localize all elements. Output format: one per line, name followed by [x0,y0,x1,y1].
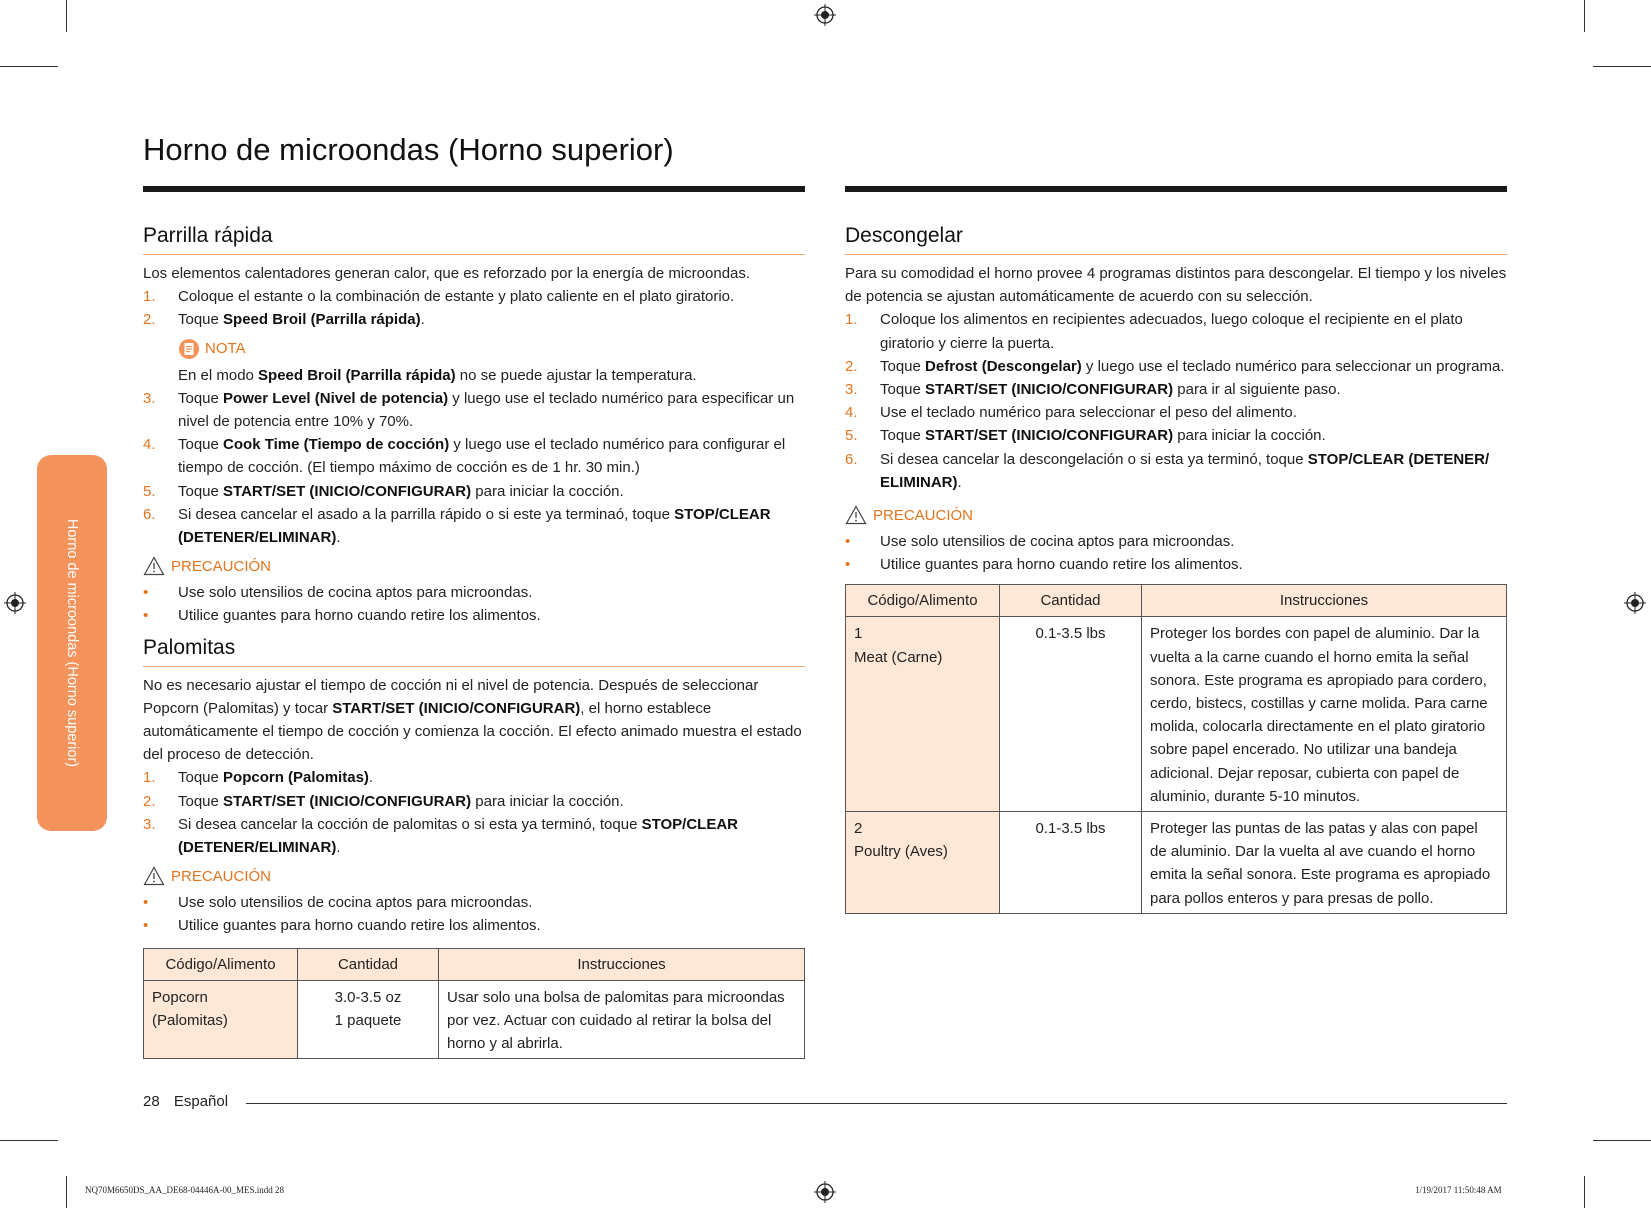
table-cell-quantity: 0.1-3.5 lbs [1000,812,1142,914]
table-row [846,617,1507,812]
caution-label: PRECAUCIÓN [143,553,805,579]
table-header: Instrucciones [439,948,805,980]
crop-mark [1584,0,1585,32]
crop-mark [0,66,58,67]
step-item: 5. Toque START/SET (INICIO/CONFIGURAR) para iniciar la cocción. [845,427,1326,445]
note-label: NOTA [143,336,805,362]
step-item: 1. Coloque los alimentos en recipientes adecuados, luego coloque el recipiente en el plato giratorio y cierre la puerta. [845,311,1463,352]
warning-triangle-icon [143,866,165,886]
table-cell-code: 2 Poultry (Aves) [846,812,1000,914]
caution-item: • Utilice guantes para horno cuando retire los alimentos. [143,607,541,625]
registration-mark-icon [814,1181,836,1203]
warning-triangle-icon [845,505,867,525]
caution-item: • Utilice guantes para horno cuando retire los alimentos. [143,917,541,935]
section-intro: Para su comodidad el horno provee 4 programas distintos para descongelar. El tiempo y los niveles de potencia se ajustan automáticamente de acuerdo con su selección. [845,265,1507,306]
table-row [144,980,805,1059]
caution-list [143,581,805,627]
popcorn-table [143,948,805,1060]
table-cell-instructions: Proteger los bordes con papel de aluminio. Dar la vuelta a la carne cuando el horno emita la señal sonora. Este programa es apropiado para cordero, cerdo, bistecs, costillas y carne molida. Para carne molida, colocarla directamente en el plato giratorio sobre papel encerado. No utilizar una bandeja adicional. Dejar reposar, cubierta con papel de aluminio, durante 5-10 minutos. [1142,617,1507,812]
step-list [845,308,1507,494]
crop-mark [1593,1140,1651,1141]
table-header: Cantidad [298,948,439,980]
table-header: Código/Alimento [144,948,298,980]
step-item: 2. Toque Speed Broil (Parrilla rápida). [143,311,425,329]
table-cell-code: Popcorn (Palomitas) [144,980,298,1059]
step-item: 3. Toque START/SET (INICIO/CONFIGURAR) para ir al siguiente paso. [845,381,1341,399]
table-cell-quantity: 0.1-3.5 lbs [1000,617,1142,812]
registration-mark-icon [814,4,836,26]
caution-label: PRECAUCIÓN [143,863,805,889]
step-item: 3. Toque Power Level (Nivel de potencia) y luego use el teclado numérico para especificar un nivel de potencia entre 10% y 70%. [143,389,795,431]
caution-item: • Use solo utensilios de cocina aptos para microondas. [143,894,533,912]
section-heading: Parrilla rápida [143,224,805,255]
section-heading: Descongelar [845,224,1507,255]
right-column [845,224,1507,914]
step-item: 4. Toque Cook Time (Tiempo de cocción) y luego use el teclado numérico para configurar el tiempo de cocción. (El tiempo máximo de cocción es de 1 hr. 30 min.) [143,436,786,477]
step-item: 1. Coloque el estante o la combinación de estante y plato caliente en el plato giratorio. [143,288,735,306]
caution-label: PRECAUCIÓN [845,502,1507,528]
table-header: Código/Alimento [846,585,1000,617]
note-body: En el modo Speed Broil (Parrilla rápida) no se puede ajustar la temperatura. [178,366,697,384]
chapter-side-tab-label: Horno de microondas (Horno superior) [64,518,80,768]
caution-list [143,891,805,937]
step-item: 1. Toque Popcorn (Palomitas). [143,769,374,787]
print-slug-file: NQ70M6650DS_AA_DE68-04446A-00_MES.indd 28 [85,1185,285,1195]
section-intro: No es necesario ajustar el tiempo de cocción ni el nivel de potencia. Después de seleccionar Popcorn (Palomitas) y tocar START/SET (INICIO/CONFIGURAR), el horno establece automáticamente el tiempo de cocción y comienza la cocción. El efecto animado muestra el estado del proceso de detección. [143,676,802,764]
crop-mark [66,1176,67,1208]
footer-rule [246,1103,1507,1104]
table-header: Instrucciones [1142,585,1507,617]
step-list [143,285,805,331]
crop-mark [66,0,67,32]
step-item: 6. Si desea cancelar la descongelación o si esta ya terminó, toque STOP/CLEAR (DETENER/ ELIMINAR). [845,450,1490,491]
page-footer [143,1093,228,1110]
note-icon [178,338,200,360]
crop-mark [1584,1176,1585,1208]
table-header: Cantidad [1000,585,1142,617]
caution-item: • Use solo utensilios de cocina aptos para microondas. [143,584,533,602]
table-cell-instructions: Proteger las puntas de las patas y alas con papel de aluminio. Dar la vuelta al ave cuando el horno emita la señal sonora. Este programa es apropiado para pollos enteros y para presas de pollo. [1142,812,1507,914]
step-item: 4. Use el teclado numérico para seleccionar el peso del alimento. [845,404,1297,422]
defrost-table [845,584,1507,913]
caution-item: • Use solo utensilios de cocina aptos para microondas. [845,533,1235,551]
popcorn-section [143,636,805,1060]
section-intro: Los elementos calentadores generan calor, que es reforzado por la energía de microondas. [143,265,751,282]
step-item: 2. Toque Defrost (Descongelar) y luego use el teclado numérico para seleccionar un programa. [845,357,1505,375]
registration-mark-icon [4,592,26,614]
registration-mark-icon [1624,592,1646,614]
page-number: 28 [143,1093,160,1110]
defrost-section [845,224,1507,914]
step-item: 6. Si desea cancelar el asado a la parrilla rápido o si este ya terminaó, toque STOP/CLEAR (DETENER/ELIMINAR). [143,505,771,547]
page-title: Horno de microondas (Horno superior) [143,132,674,167]
footer-language: Español [173,1093,229,1110]
print-slug-date: 1/19/2017 11:50:48 AM [1415,1185,1502,1195]
title-rule-right [845,186,1507,192]
table-cell-quantity: 3.0-3.5 oz 1 paquete [298,980,439,1059]
table-cell-instructions: Usar solo una bolsa de palomitas para microondas por vez. Actuar con cuidado al retirar la bolsa del horno y al abrirla. [439,980,805,1059]
step-list [143,387,805,549]
title-rule-left [143,186,805,192]
speed-broil-section [143,224,805,628]
crop-mark [1593,66,1651,67]
warning-triangle-icon [143,556,165,576]
step-item: 2. Toque START/SET (INICIO/CONFIGURAR) para iniciar la cocción. [143,792,624,810]
left-column [143,224,805,1059]
table-row [846,812,1507,914]
step-list [143,766,805,859]
table-cell-code: 1 Meat (Carne) [846,617,1000,812]
section-heading: Palomitas [143,636,805,667]
caution-item: • Utilice guantes para horno cuando retire los alimentos. [845,556,1243,574]
step-item: 3. Si desea cancelar la cocción de palomitas o si esta ya terminó, toque STOP/CLEAR (DETENER/ELIMINAR). [143,815,738,857]
crop-mark [0,1140,58,1141]
caution-list [845,530,1507,576]
step-item: 5. Toque START/SET (INICIO/CONFIGURAR) para iniciar la cocción. [143,482,624,500]
